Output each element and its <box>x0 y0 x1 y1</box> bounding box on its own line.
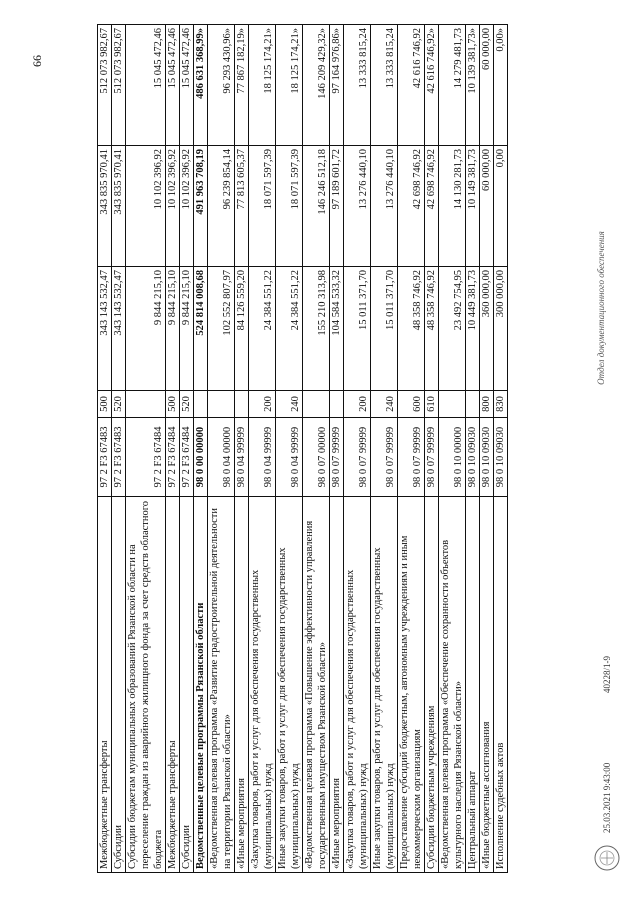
row-name-cell: Ведомственные целевые программы Рязанской области <box>194 497 208 873</box>
table-row <box>303 25 330 873</box>
table-row <box>166 25 180 873</box>
registry-stamp-icon <box>592 843 622 873</box>
program-code-cell: 98 0 07 99999 <box>425 418 439 497</box>
row-name-cell: Субсидии бюджетным учреждениям <box>425 497 439 873</box>
amount-2021-cell: 9 844 215,10 <box>180 267 194 391</box>
row-name-cell: Иные закупки товаров, работ и услуг для обеспечения государственных (муниципальных) нужд <box>276 497 303 873</box>
amount-2023-cell: 146 209 429,32» <box>303 25 330 146</box>
program-code-cell: 98 0 07 00000 <box>303 418 330 497</box>
table-row <box>194 25 208 873</box>
program-code-cell: 97 2 F3 67484 <box>166 418 180 497</box>
row-name-cell: Субсидии бюджетам муниципальных образований Рязанской области на переселение граждан из аварийного жилищного фонда за счет средств областного бюджета <box>126 497 166 873</box>
table-row <box>126 25 166 873</box>
amount-2023-cell: 60 000,00 <box>480 25 494 146</box>
program-code-cell: 98 0 10 00000 <box>439 418 466 497</box>
table-row <box>112 25 126 873</box>
amount-2023-cell: 96 293 430,96» <box>208 25 235 146</box>
expense-type-cell: 600 <box>398 391 425 418</box>
program-code-cell: 97 2 F3 67484 <box>180 418 194 497</box>
program-code-cell: 97 2 F3 67483 <box>112 418 126 497</box>
row-name-cell: Исполнение судебных актов <box>494 497 508 873</box>
program-code-cell: 98 0 10 09030 <box>466 418 480 497</box>
amount-2021-cell: 9 844 215,10 <box>166 267 180 391</box>
amount-2021-cell: 155 210 313,98 <box>303 267 330 391</box>
amount-2023-cell: 10 139 381,73» <box>466 25 480 146</box>
amount-2022-cell: 77 813 605,37 <box>235 146 249 267</box>
expense-type-cell: 240 <box>276 391 303 418</box>
amount-2022-cell: 14 130 281,73 <box>439 146 466 267</box>
row-name-cell: «Закупка товаров, работ и услуг для обеспечения государственных (муниципальных) нужд <box>344 497 371 873</box>
row-name-cell: Предоставление субсидий бюджетным, автономным учреждениям и иным некоммерческим организациям <box>398 497 425 873</box>
amount-2023-cell: 77 867 182,19» <box>235 25 249 146</box>
table-row <box>466 25 480 873</box>
table-row <box>98 25 112 873</box>
row-name-cell: Межбюджетные трансферты <box>98 497 112 873</box>
program-code-cell: 98 0 04 99999 <box>235 418 249 497</box>
expense-type-cell: 500 <box>98 391 112 418</box>
amount-2021-cell: 102 552 807,97 <box>208 267 235 391</box>
amount-2022-cell: 0,00 <box>494 146 508 267</box>
row-name-cell: «Иные мероприятия <box>235 497 249 873</box>
amount-2023-cell: 97 164 976,86» <box>330 25 344 146</box>
amount-2022-cell: 10 102 396,92 <box>126 146 166 267</box>
amount-2022-cell: 18 071 597,39 <box>276 146 303 267</box>
expense-type-cell <box>330 391 344 418</box>
amount-2021-cell: 15 011 371,70 <box>344 267 371 391</box>
expense-type-cell: 200 <box>344 391 371 418</box>
expense-type-cell <box>466 391 480 418</box>
amount-2022-cell: 13 276 440,10 <box>344 146 371 267</box>
row-name-cell: Межбюджетные трансферты <box>166 497 180 873</box>
row-name-cell: «Ведомственная целевая программа «Обеспечение сохранности объектов культурного наследия Рязанской области» <box>439 497 466 873</box>
table-row <box>439 25 466 873</box>
amount-2022-cell: 97 189 601,72 <box>330 146 344 267</box>
amount-2021-cell: 343 143 532,47 <box>112 267 126 391</box>
amount-2023-cell: 15 045 472,46 <box>166 25 180 146</box>
program-code-cell: 97 2 F3 67484 <box>126 418 166 497</box>
table-row <box>330 25 344 873</box>
expense-type-cell: 520 <box>180 391 194 418</box>
amount-2022-cell: 491 963 708,19 <box>194 146 208 267</box>
row-name-cell: Субсидии <box>180 497 194 873</box>
table-row <box>425 25 439 873</box>
amount-2023-cell: 42 616 746,92» <box>425 25 439 146</box>
row-name-cell: Центральный аппарат <box>466 497 480 873</box>
expense-type-cell: 610 <box>425 391 439 418</box>
program-code-cell: 98 0 10 09030 <box>480 418 494 497</box>
expense-type-cell <box>303 391 330 418</box>
program-code-cell: 98 0 07 99999 <box>371 418 398 497</box>
amount-2022-cell: 10 149 381,73 <box>466 146 480 267</box>
amount-2023-cell: 15 045 472,46 <box>180 25 194 146</box>
row-name-cell: Субсидии <box>112 497 126 873</box>
amount-2021-cell: 48 358 746,92 <box>398 267 425 391</box>
program-code-cell: 98 0 04 99999 <box>276 418 303 497</box>
expense-type-cell: 200 <box>249 391 276 418</box>
table-row <box>494 25 508 873</box>
expense-type-cell <box>439 391 466 418</box>
amount-2023-cell: 14 279 481,73 <box>439 25 466 146</box>
table-row <box>480 25 494 873</box>
table-row <box>371 25 398 873</box>
program-code-cell: 98 0 07 99999 <box>344 418 371 497</box>
program-code-cell: 98 0 07 99999 <box>330 418 344 497</box>
expense-type-cell <box>235 391 249 418</box>
amount-2022-cell: 42 698 746,92 <box>425 146 439 267</box>
amount-2023-cell: 42 616 746,92 <box>398 25 425 146</box>
amount-2021-cell: 10 449 381,73 <box>466 267 480 391</box>
table-row <box>398 25 425 873</box>
document-id: 40228/1-9 <box>602 656 612 693</box>
amount-2021-cell: 23 492 754,95 <box>439 267 466 391</box>
program-code-cell: 97 2 F3 67483 <box>98 418 112 497</box>
amount-2022-cell: 96 239 854,14 <box>208 146 235 267</box>
amount-2021-cell: 84 126 559,20 <box>235 267 249 391</box>
amount-2021-cell: 48 358 746,92 <box>425 267 439 391</box>
amount-2022-cell: 10 102 396,92 <box>166 146 180 267</box>
row-name-cell: «Ведомственная целевая программа «Повышение эффективности управления государственным имуществом Рязанской области» <box>303 497 330 873</box>
amount-2023-cell: 512 073 982,67 <box>112 25 126 146</box>
amount-2021-cell: 24 384 551,22 <box>249 267 276 391</box>
amount-2022-cell: 60 000,00 <box>480 146 494 267</box>
document-date: 25.03.2021 9:43:00 <box>602 762 612 833</box>
expense-type-cell: 240 <box>371 391 398 418</box>
amount-2021-cell: 15 011 371,70 <box>371 267 398 391</box>
expense-type-cell: 500 <box>166 391 180 418</box>
program-code-cell: 98 0 07 99999 <box>398 418 425 497</box>
amount-2022-cell: 343 835 970,41 <box>112 146 126 267</box>
amount-2023-cell: 18 125 174,21» <box>249 25 276 146</box>
expense-type-cell <box>194 391 208 418</box>
page-footer <box>580 25 630 873</box>
amount-2021-cell: 343 143 532,47 <box>98 267 112 391</box>
row-name-cell: «Ведомственная целевая программа «Развитие градостроительной деятельности на территории Рязанской области» <box>208 497 235 873</box>
expense-type-cell <box>208 391 235 418</box>
row-name-cell: «Иные бюджетные ассигнования <box>480 497 494 873</box>
program-code-cell: 98 0 10 09030 <box>494 418 508 497</box>
amount-2021-cell: 9 844 215,10 <box>126 267 166 391</box>
amount-2023-cell: 18 125 174,21» <box>276 25 303 146</box>
page-number: 66 <box>30 55 44 67</box>
amount-2022-cell: 42 698 746,92 <box>398 146 425 267</box>
expense-type-cell: 800 <box>480 391 494 418</box>
amount-2023-cell: 15 045 472,46 <box>126 25 166 146</box>
amount-2021-cell: 300 000,00 <box>494 267 508 391</box>
table-row <box>344 25 371 873</box>
row-name-cell: «Закупка товаров, работ и услуг для обеспечения государственных (муниципальных) нужд <box>249 497 276 873</box>
row-name-cell: «Иные мероприятия <box>330 497 344 873</box>
amount-2021-cell: 524 814 008,68 <box>194 267 208 391</box>
budget-table <box>97 24 508 873</box>
program-code-cell: 98 0 00 00000 <box>194 418 208 497</box>
amount-2021-cell: 104 584 533,32 <box>330 267 344 391</box>
amount-2021-cell: 24 384 551,22 <box>276 267 303 391</box>
amount-2023-cell: 0,00» <box>494 25 508 146</box>
table-row <box>276 25 303 873</box>
table-row <box>249 25 276 873</box>
amount-2022-cell: 343 835 970,41 <box>98 146 112 267</box>
program-code-cell: 98 0 04 99999 <box>249 418 276 497</box>
table-row <box>208 25 235 873</box>
amount-2023-cell: 486 631 368,99» <box>194 25 208 146</box>
row-name-cell: Иные закупки товаров, работ и услуг для обеспечения государственных (муниципальных) нужд <box>371 497 398 873</box>
amount-2021-cell: 360 000,00 <box>480 267 494 391</box>
expense-type-cell <box>126 391 166 418</box>
amount-2022-cell: 13 276 440,10 <box>371 146 398 267</box>
department-label: Отдел документационного обеспечения <box>596 231 606 385</box>
amount-2023-cell: 512 073 982,67 <box>98 25 112 146</box>
amount-2023-cell: 13 333 815,24 <box>371 25 398 146</box>
amount-2022-cell: 10 102 396,92 <box>180 146 194 267</box>
table-row <box>180 25 194 873</box>
expense-type-cell: 520 <box>112 391 126 418</box>
amount-2023-cell: 13 333 815,24 <box>344 25 371 146</box>
program-code-cell: 98 0 04 00000 <box>208 418 235 497</box>
amount-2022-cell: 18 071 597,39 <box>249 146 276 267</box>
amount-2022-cell: 146 246 512,18 <box>303 146 330 267</box>
expense-type-cell: 830 <box>494 391 508 418</box>
table-row <box>235 25 249 873</box>
